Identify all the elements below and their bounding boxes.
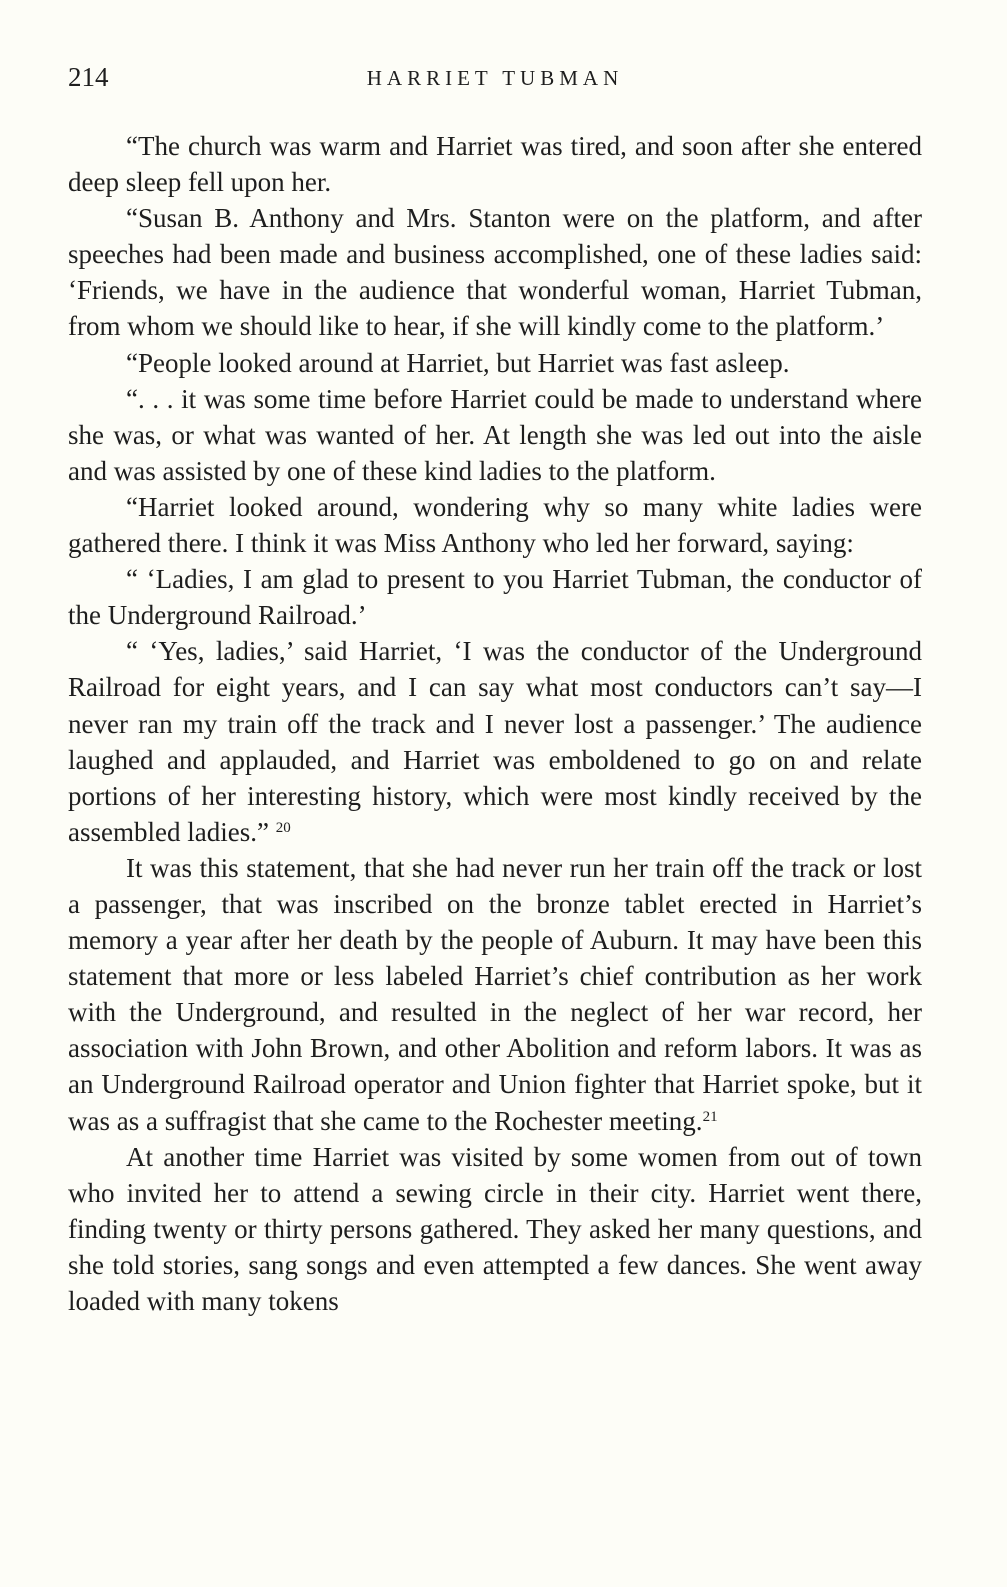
paragraph xyxy=(68,633,922,850)
body-text xyxy=(68,128,922,1319)
paragraph-text: “Harriet looked around, wondering why so many white ladies were gathered there. I think it was Miss Anthony who led her forward, saying: xyxy=(68,491,922,559)
paragraph xyxy=(68,200,922,344)
paragraph-text: “ ‘Ladies, I am glad to present to you Harriet Tubman, the conductor of the Underground Railroad.’ xyxy=(68,564,922,631)
paragraph xyxy=(68,128,922,200)
paragraph xyxy=(68,850,922,1139)
page-number: 214 xyxy=(68,62,109,92)
footnote-marker: 21 xyxy=(702,1108,718,1125)
running-title: HARRIET TUBMAN xyxy=(366,66,624,90)
paragraph xyxy=(68,345,922,381)
paragraph-text: “Susan B. Anthony and Mrs. Stanton were on the platform, and after speeches had been made and business accomplished, one of these ladies said: ‘Friends, we have in the audience that wonderful woman, Harriet Tubman, from whom we should like to hear, if she will kindly come to the platform.’ xyxy=(68,203,922,342)
book-page xyxy=(68,62,922,1319)
paragraph-text: “. . . it was some time before Harriet could be made to understand where she was, or what was wanted of her. At length she was led out into the aisle and was assisted by one of these kind ladies to the platform. xyxy=(68,383,922,486)
paragraph-text: “People looked around at Harriet, but Harriet was fast asleep. xyxy=(126,347,790,378)
paragraph xyxy=(68,489,922,561)
footnote-marker: 20 xyxy=(275,819,291,836)
paragraph-text: It was this statement, that she had never run her train off the track or lost a passenger, that was inscribed on the bronze tablet erected in Harriet’s memory a year after her death by the people of Auburn. It may have been this statement that more or less labeled Harriet’s chief contribution as her work with the Underground, and resulted in the neglect of her war record, her association with John Brown, and other Abolition and reform labors. It was as an Underground Railroad operator and Union fighter that Harriet spoke, but it was as a suffragist that she came to the Rochester meeting. xyxy=(68,852,922,1136)
paragraph xyxy=(68,1139,922,1319)
paragraph xyxy=(68,561,922,633)
paragraph-text: At another time Harriet was visited by some women from out of town who invited her to attend a sewing circle in their city. Harriet went there, finding twenty or thirty persons gathered. They asked her many questions, and she told stories, sang songs and even attempted a few dances. She went away loaded with many tokens xyxy=(68,1141,922,1316)
running-head xyxy=(68,62,922,102)
paragraph-text: “The church was warm and Harriet was tired, and soon after she entered deep sleep fell upon her. xyxy=(68,131,922,198)
paragraph xyxy=(68,381,922,489)
paragraph-text: “ ‘Yes, ladies,’ said Harriet, ‘I was the conductor of the Underground Railroad for eight years, and I can say what most conductors can’t say—I never ran my train off the track and I never lost a passenger.’ The audience laughed and applauded, and Harriet was emboldened to go on and relate portions of her interesting history, which were most kindly received by the assembled ladies.” xyxy=(68,636,922,847)
